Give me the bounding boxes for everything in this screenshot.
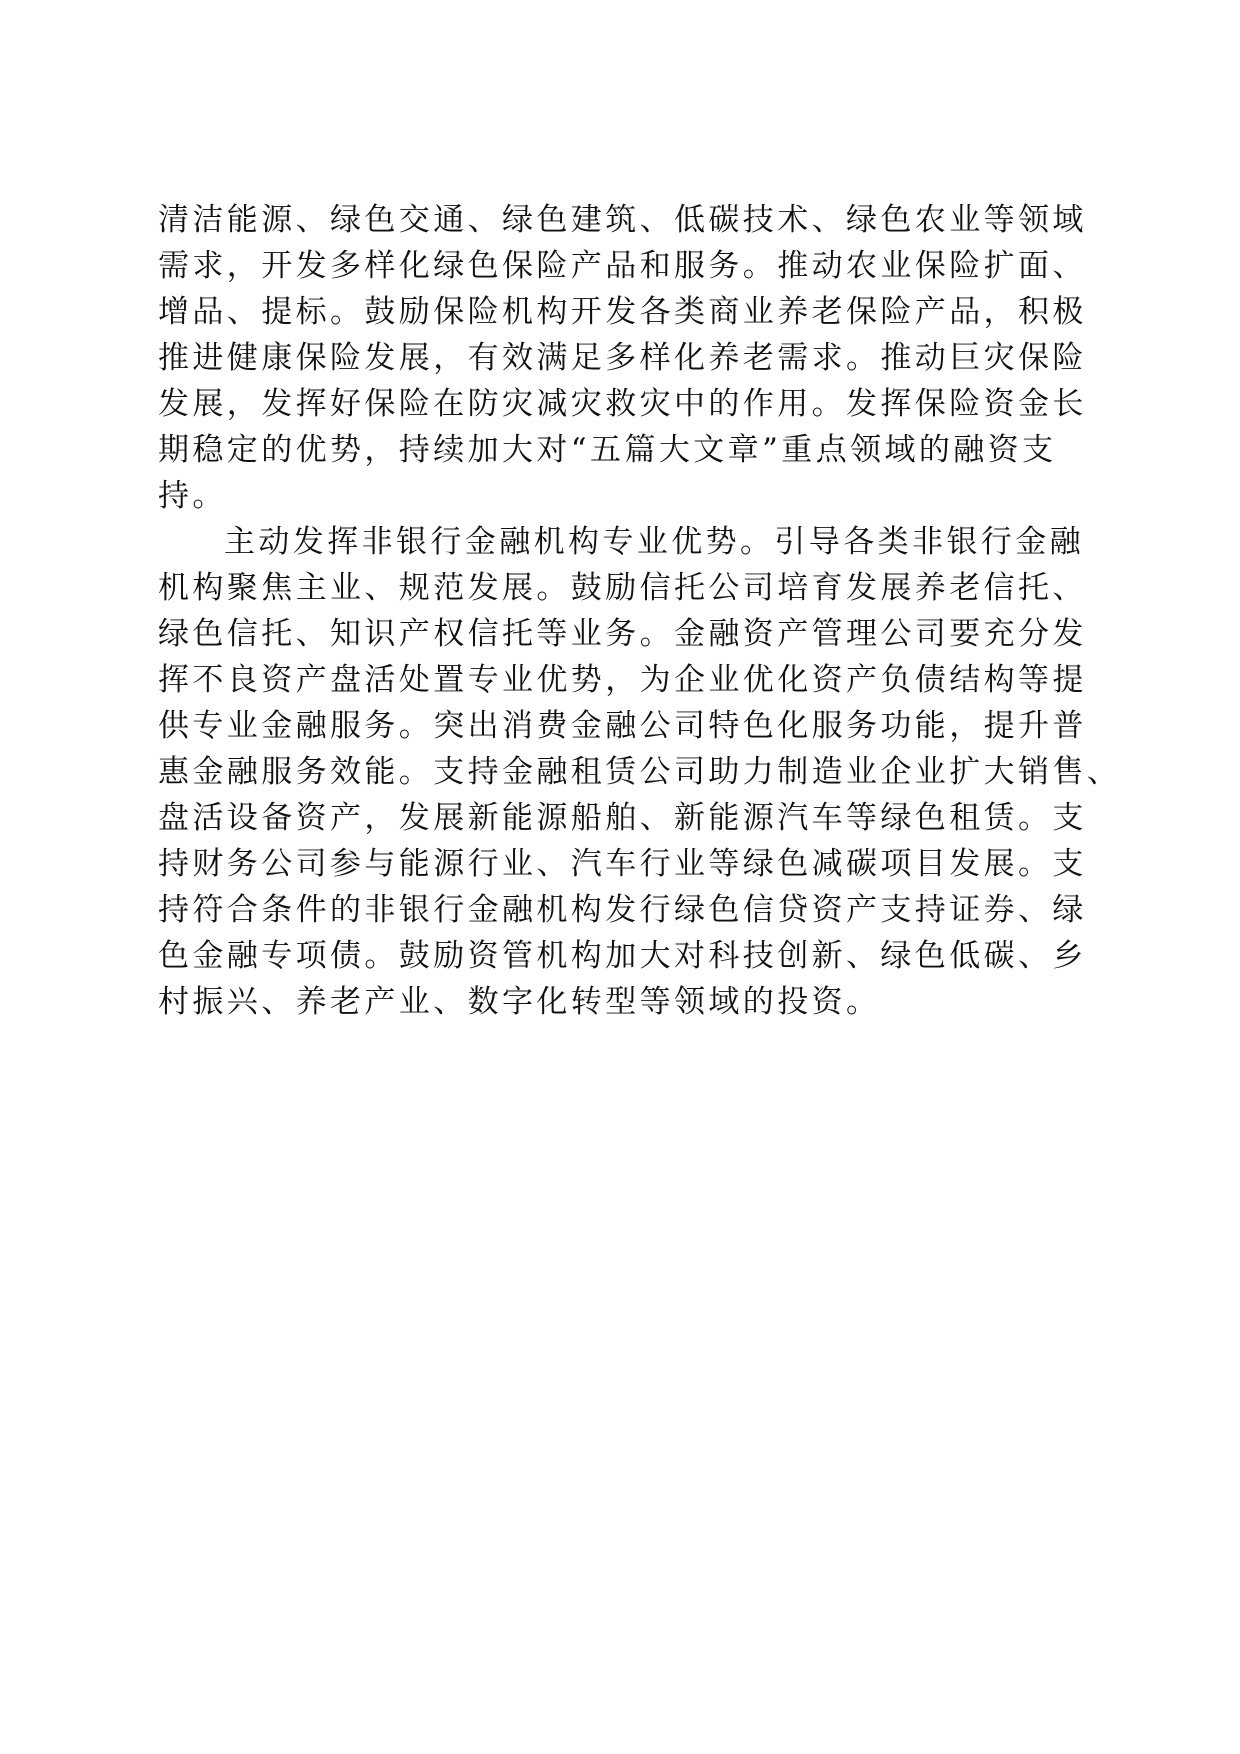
text-line: 持。 (158, 478, 227, 514)
text-line: 绿色信托、知识产权信托等业务。金融资产管理公司要充分发 (158, 616, 1087, 652)
text-line: 供专业金融服务。突出消费金融公司特色化服务功能，提升普 (158, 708, 1087, 744)
text-line (158, 1025, 1078, 1071)
text-line: 期稳定的优势，持续加大对“五篇大文章”重点领域的融资支 (158, 432, 1057, 468)
text-line: 村振兴、养老产业、数字化转型等领域的投资。 (158, 984, 881, 1020)
paragraph-insurance (158, 197, 1087, 519)
text-line: 持符合条件的非银行金融机构发行绿色信贷资产支持证券、绿 (158, 892, 1087, 928)
text-line: 需求，开发多样化绿色保险产品和服务。推动农业保险扩面、 (158, 248, 1087, 284)
text-line: 持财务公司参与能源行业、汽车行业等绿色减碳项目发展。支 (158, 846, 1087, 882)
text-line: 惠金融服务效能。支持金融租赁公司助力制造业企业扩大销售、 (158, 754, 1122, 790)
paragraph-non-bank-institutions (158, 519, 1122, 1071)
text-line: 机构聚焦主业、规范发展。鼓励信托公司培育发展养老信托、 (158, 570, 1087, 606)
text-line: 增品、提标。鼓励保险机构开发各类商业养老保险产品，积极 (158, 294, 1087, 330)
text-line: 色金融专项债。鼓励资管机构加大对科技创新、绿色低碳、乡 (158, 938, 1087, 974)
text-line-first-indented: 主动发挥非银行金融机构专业优势。引导各类非银行金融 (224, 524, 1084, 560)
text-line: 盘活设备资产，发展新能源船舶、新能源汽车等绿色租赁。支 (158, 800, 1087, 836)
document-body (158, 197, 1122, 1071)
text-line: 清洁能源、绿色交通、绿色建筑、低碳技术、绿色农业等领域 (158, 202, 1087, 238)
text-line: 推进健康保险发展，有效满足多样化养老需求。推动巨灾保险 (158, 340, 1087, 376)
text-line: 发展，发挥好保险在防灾减灾救灾中的作用。发挥保险资金长 (158, 386, 1087, 422)
text-line: 挥不良资产盘活处置专业优势，为企业优化资产负债结构等提 (158, 662, 1087, 698)
